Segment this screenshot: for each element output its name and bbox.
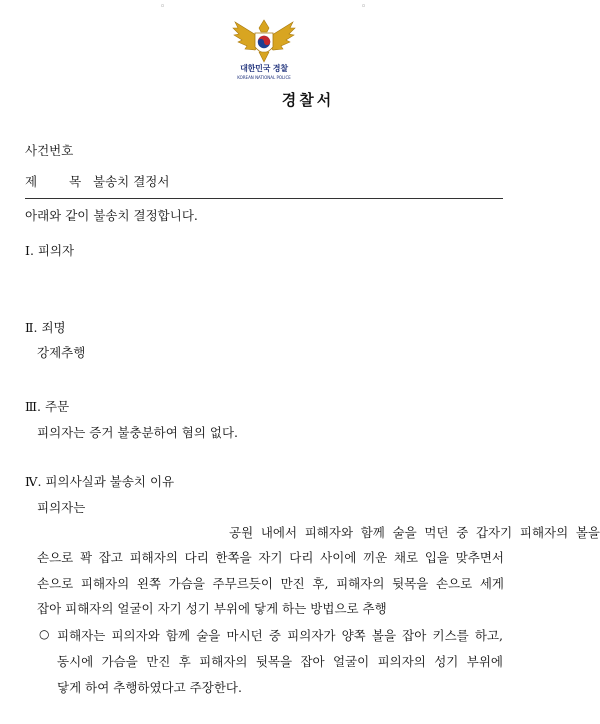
emblem-english-text: KOREAN NATIONAL POLICE xyxy=(237,75,291,80)
subject-value: 불송치 결정서 xyxy=(93,174,170,189)
section-heading-facts: Ⅳ. 피의사실과 불송치 이유 xyxy=(25,474,175,489)
police-emblem-logo xyxy=(229,18,299,80)
emblem-korean-text: 대한민국 경찰 xyxy=(240,64,288,73)
facts-paragraph-line: 손으로 꽉 잡고 피해자의 다리 한쪽을 자기 다리 사이에 끼운 채로 입을 맞추면서 xyxy=(37,550,504,565)
page-marker-dot: ◦ xyxy=(160,2,166,12)
page-marker-dot: ◦ xyxy=(361,2,367,12)
police-station-title: 경찰서 xyxy=(281,91,335,109)
subject-label: 제목 xyxy=(25,174,114,189)
intro-text: 아래와 같이 불송치 결정합니다. xyxy=(25,208,198,223)
claim-paragraph-line: 닿게 하여 추행하였다고 주장한다. xyxy=(57,680,242,695)
claim-paragraph-line: 피해자는 피의자와 함께 술을 마시던 중 피의자가 양쪽 볼을 잡아 키스를 하고, xyxy=(57,628,503,643)
facts-paragraph-line: 잡아 피해자의 얼굴이 자기 성기 부위에 닿게 하는 방법으로 추행 xyxy=(37,601,387,616)
bullet-circle-icon: ○ xyxy=(39,627,50,641)
divider-line xyxy=(25,198,503,199)
eagle-emblem-icon xyxy=(229,18,299,64)
charge-value: 강제추행 xyxy=(37,345,86,360)
section-heading-suspect: Ⅰ. 피의자 xyxy=(25,243,75,258)
order-text: 피의자는 증거 불충분하여 혐의 없다. xyxy=(37,425,238,440)
facts-lead: 피의자는 xyxy=(37,500,86,515)
claim-paragraph-line: 동시에 가슴을 만진 후 피해자의 뒷목을 잡아 얼굴이 피의자의 성기 부위에 xyxy=(57,654,503,669)
section-heading-charge: Ⅱ. 죄명 xyxy=(25,320,66,335)
section-heading-order: Ⅲ. 주문 xyxy=(25,399,70,414)
facts-paragraph-line: 공원 내에서 피해자와 함께 술을 먹던 중 갑자기 피해자의 볼을 xyxy=(229,525,600,540)
facts-paragraph-line: 손으로 피해자의 왼쪽 가슴을 주무르듯이 만진 후, 피해자의 뒷목을 손으로 세게 xyxy=(37,576,504,591)
case-number-label: 사건번호 xyxy=(25,143,74,158)
